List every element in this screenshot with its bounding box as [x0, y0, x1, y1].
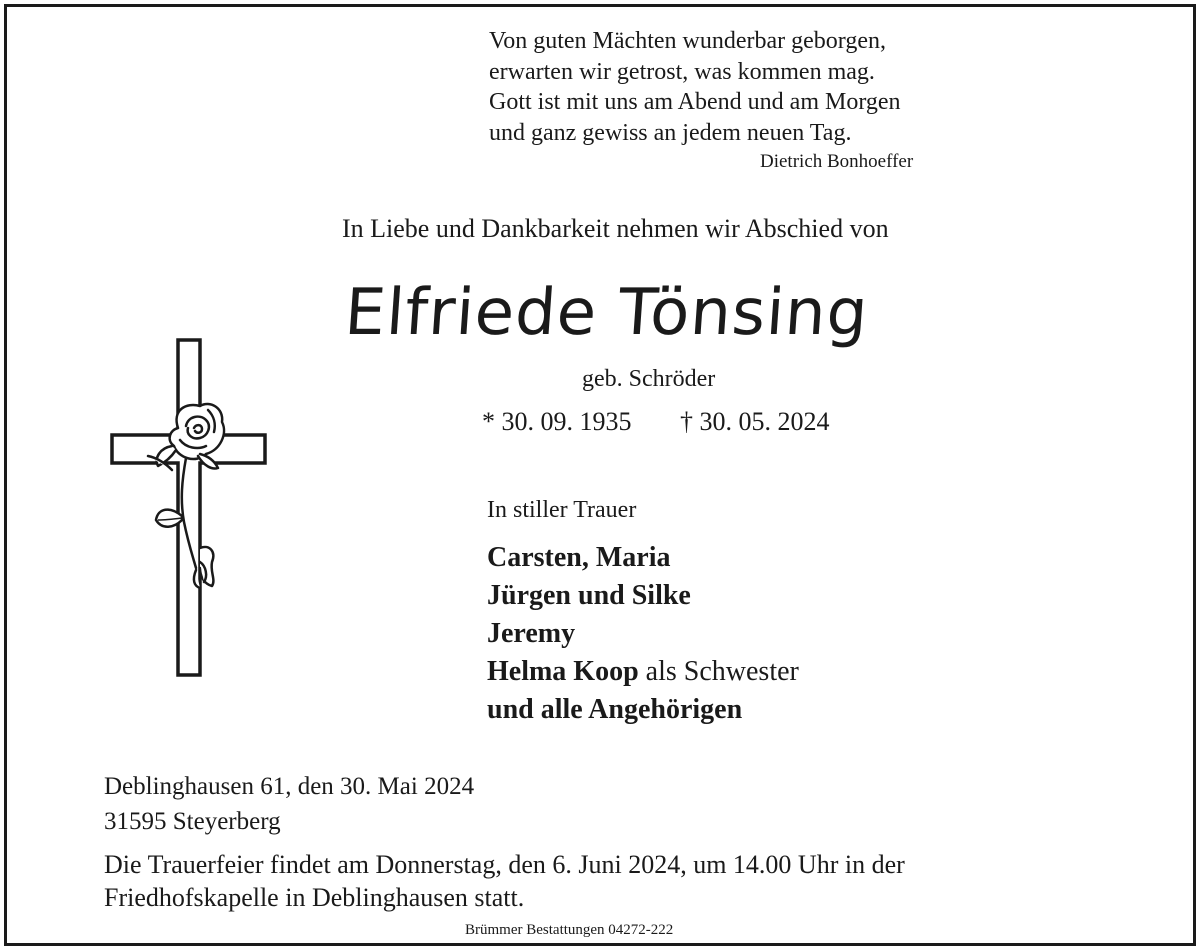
service-line: Die Trauerfeier findet am Donnerstag, den 6. Juni 2024, um 14.00 Uhr in der — [104, 850, 905, 879]
mourner-name: Jeremy — [487, 618, 576, 649]
address-line: Deblinghausen 61, den 30. Mai 2024 — [104, 773, 475, 800]
mourner-item — [487, 578, 691, 614]
mourner-item — [487, 692, 742, 728]
maiden-name: geb. Schröder — [582, 366, 716, 392]
address-line: 31595 Steyerberg — [104, 808, 281, 835]
undertaker-contact: Brümmer Bestattungen 04272-222 — [465, 922, 674, 938]
death-date: † 30. 05. 2024 — [680, 407, 830, 436]
mourner-name: Helma Koop — [487, 656, 639, 687]
mourner-item — [487, 616, 575, 652]
poem-line: Gott ist mit uns am Abend und am Morgen — [489, 89, 901, 115]
deceased-name: Elfriede Tönsing — [342, 276, 871, 350]
mourner-name: und alle Angehörigen — [487, 694, 743, 725]
cross-with-rose-icon — [100, 330, 280, 690]
poem-line: und ganz gewiss an jedem neuen Tag. — [489, 120, 852, 146]
mourner-name: Carsten, Maria — [487, 542, 671, 573]
poem-author: Dietrich Bonhoeffer — [760, 151, 914, 172]
mourner-relation: als Schwester — [638, 656, 799, 687]
mourner-item — [487, 654, 799, 690]
farewell-intro: In Liebe und Dankbarkeit nehmen wir Abschied von — [342, 214, 889, 243]
poem-line: erwarten wir getrost, was kommen mag. — [489, 59, 875, 85]
mourner-name: Jürgen und Silke — [487, 580, 691, 611]
poem-line: Von guten Mächten wunderbar geborgen, — [489, 28, 887, 54]
mourning-label: In stiller Trauer — [487, 497, 637, 523]
birth-date: * 30. 09. 1935 — [482, 407, 632, 436]
service-line: Friedhofskapelle in Deblinghausen statt. — [104, 883, 525, 912]
mourner-item — [487, 540, 671, 576]
